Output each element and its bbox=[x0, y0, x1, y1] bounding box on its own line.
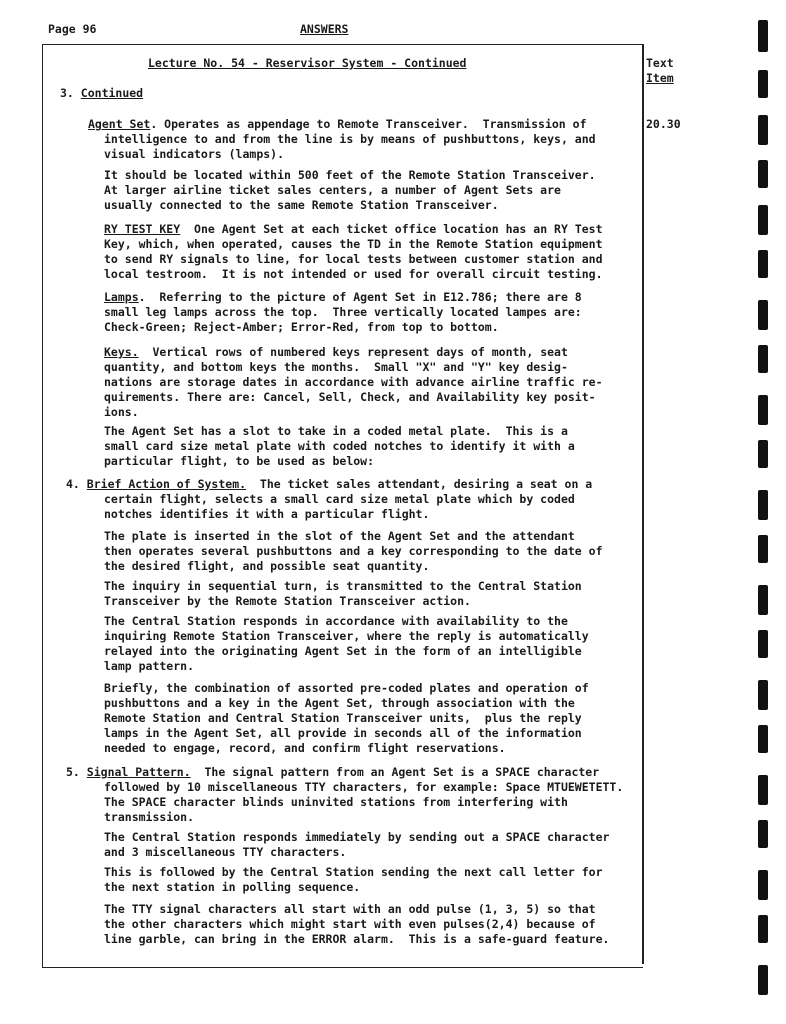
binding-mark bbox=[758, 115, 768, 145]
binding-mark bbox=[758, 630, 768, 658]
text-line: and 3 miscellaneous TTY characters. bbox=[104, 845, 347, 859]
text-line: visual indicators (lamps). bbox=[104, 147, 285, 161]
lecture-title: Lecture No. 54 - Reservisor System - Continued bbox=[148, 56, 467, 70]
text-line: to send RY signals to line, for local tests between customer station and bbox=[104, 252, 603, 266]
binding-mark bbox=[758, 440, 768, 468]
binding-mark bbox=[758, 870, 768, 900]
ry-test-key-line bbox=[104, 222, 603, 237]
binding-mark bbox=[758, 820, 768, 848]
text-line: local testroom. It is not intended or used for overall circuit testing. bbox=[104, 267, 603, 281]
text-line: Briefly, the combination of assorted pre-coded plates and operation of bbox=[104, 681, 589, 695]
text-line: pushbuttons and a key in the Agent Set, through association with the bbox=[104, 696, 575, 710]
binding-mark bbox=[758, 160, 768, 188]
binding-mark bbox=[758, 965, 768, 995]
binding-mark bbox=[758, 725, 768, 753]
text-line: quantity, and bottom keys the months. Small "X" and "Y" key desig- bbox=[104, 360, 568, 374]
section-number: 3. bbox=[60, 86, 74, 100]
text-line: then operates several pushbuttons and a key corresponding to the date of bbox=[104, 544, 603, 558]
text-line: relayed into the originating Agent Set in the form of an intelligible bbox=[104, 644, 582, 658]
binding-mark bbox=[758, 250, 768, 278]
text-line: Key, which, when operated, causes the TD in the Remote Station equipment bbox=[104, 237, 603, 251]
section-4-heading bbox=[66, 477, 592, 492]
text-line: At larger airline ticket sales centers, a number of Agent Sets are bbox=[104, 183, 561, 197]
text-line: intelligence to and from the line is by means of pushbuttons, keys, and bbox=[104, 132, 596, 146]
text-line: It should be located within 500 feet of the Remote Station Transceiver. bbox=[104, 168, 596, 182]
section-title: Signal Pattern. bbox=[86, 765, 191, 779]
text-line: Transceiver by the Remote Station Transceiver action. bbox=[104, 594, 471, 608]
text-line: small leg lamps across the top. Three vertically located lampes are: bbox=[104, 305, 582, 319]
text-item-ref: 20.30 bbox=[646, 117, 681, 131]
text-line: The TTY signal characters all start with an odd pulse (1, 3, 5) so that bbox=[104, 902, 596, 916]
text-line: quirements. There are: Cancel, Sell, Check, and Availability key posit- bbox=[104, 390, 596, 404]
section-title: Brief Action of System. bbox=[86, 477, 247, 491]
text-item-column-header bbox=[646, 56, 674, 86]
text-line: needed to engage, record, and confirm flight reservations. bbox=[104, 741, 506, 755]
binding-mark bbox=[758, 205, 768, 235]
keys-line bbox=[104, 345, 568, 360]
text-line: The inquiry in sequential turn, is transmitted to the Central Station bbox=[104, 579, 582, 593]
binding-mark bbox=[758, 535, 768, 563]
text-line: the next station in polling sequence. bbox=[104, 880, 361, 894]
text-line: followed by 10 miscellaneous TTY characters, for example: Space MTUEWETETT. bbox=[104, 780, 624, 794]
text-line: The ticket sales attendant, desiring a seat on a bbox=[246, 477, 593, 491]
paragraph-heading: Lamps bbox=[104, 290, 139, 304]
text-line: One Agent Set at each ticket office location has an RY Test bbox=[180, 222, 603, 236]
text-line: ions. bbox=[104, 405, 139, 419]
text-line: particular flight, to be used as below: bbox=[104, 454, 375, 468]
paragraph-heading: Keys. bbox=[104, 345, 139, 359]
text-line: small card size metal plate with coded notches to identify it with a bbox=[104, 439, 575, 453]
text-line: The Central Station responds immediately by sending out a SPACE character bbox=[104, 830, 610, 844]
binding-mark bbox=[758, 490, 768, 520]
page-number: Page 96 bbox=[48, 22, 97, 36]
text-line: notches identifies it with a particular flight. bbox=[104, 507, 430, 521]
text-line: transmission. bbox=[104, 810, 195, 824]
binding-mark bbox=[758, 915, 768, 943]
section-5-heading bbox=[66, 765, 599, 780]
paragraph-heading: RY TEST KEY bbox=[104, 222, 181, 236]
text-line: The plate is inserted in the slot of the Agent Set and the attendant bbox=[104, 529, 575, 543]
column-divider bbox=[642, 44, 644, 964]
text-item-header-line2: Item bbox=[646, 71, 674, 85]
text-line: lamps in the Agent Set, all provide in seconds all of the information bbox=[104, 726, 582, 740]
binding-mark bbox=[758, 585, 768, 615]
text-line: Vertical rows of numbered keys represent days of month, seat bbox=[138, 345, 568, 359]
text-line: . Operates as appendage to Remote Transceiver. Transmission of bbox=[150, 117, 587, 131]
text-line: This is followed by the Central Station sending the next call letter for bbox=[104, 865, 603, 879]
text-line: lamp pattern. bbox=[104, 659, 195, 673]
text-line: certain flight, selects a small card size metal plate which by coded bbox=[104, 492, 575, 506]
text-item-header-line1: Text bbox=[646, 56, 674, 70]
section-number: 4. bbox=[66, 477, 80, 491]
text-line: The signal pattern from an Agent Set is a SPACE character bbox=[190, 765, 600, 779]
agent-set-line bbox=[88, 117, 587, 132]
binding-mark bbox=[758, 775, 768, 805]
text-line: the desired flight, and possible seat quantity. bbox=[104, 559, 430, 573]
binding-mark bbox=[758, 300, 768, 330]
binding-mark bbox=[758, 70, 768, 98]
lamps-line bbox=[104, 290, 582, 305]
text-line: The Central Station responds in accordance with availability to the bbox=[104, 614, 568, 628]
text-line: Remote Station and Central Station Transceiver units, plus the reply bbox=[104, 711, 582, 725]
text-line: Check-Green; Reject-Amber; Error-Red, from top to bottom. bbox=[104, 320, 499, 334]
section-title: Continued bbox=[80, 86, 144, 100]
binding-mark bbox=[758, 395, 768, 425]
text-line: usually connected to the same Remote Station Transceiver. bbox=[104, 198, 499, 212]
text-line: inquiring Remote Station Transceiver, where the reply is automatically bbox=[104, 629, 589, 643]
text-line: . Referring to the picture of Agent Set in E12.786; there are 8 bbox=[138, 290, 582, 304]
binding-mark bbox=[758, 680, 768, 710]
text-line: The Agent Set has a slot to take in a coded metal plate. This is a bbox=[104, 424, 568, 438]
section-number: 5. bbox=[66, 765, 80, 779]
text-line: line garble, can bring in the ERROR alarm. This is a safe-guard feature. bbox=[104, 932, 610, 946]
section-3-heading bbox=[60, 86, 143, 101]
binding-mark bbox=[758, 345, 768, 373]
text-line: The SPACE character blinds uninvited stations from interfering with bbox=[104, 795, 568, 809]
text-line: the other characters which might start with even pulses(2,4) because of bbox=[104, 917, 596, 931]
paragraph-heading: Agent Set bbox=[88, 117, 151, 131]
binding-mark bbox=[758, 20, 768, 52]
text-line: nations are storage dates in accordance with advance airline traffic re- bbox=[104, 375, 603, 389]
page-title: ANSWERS bbox=[300, 22, 349, 36]
